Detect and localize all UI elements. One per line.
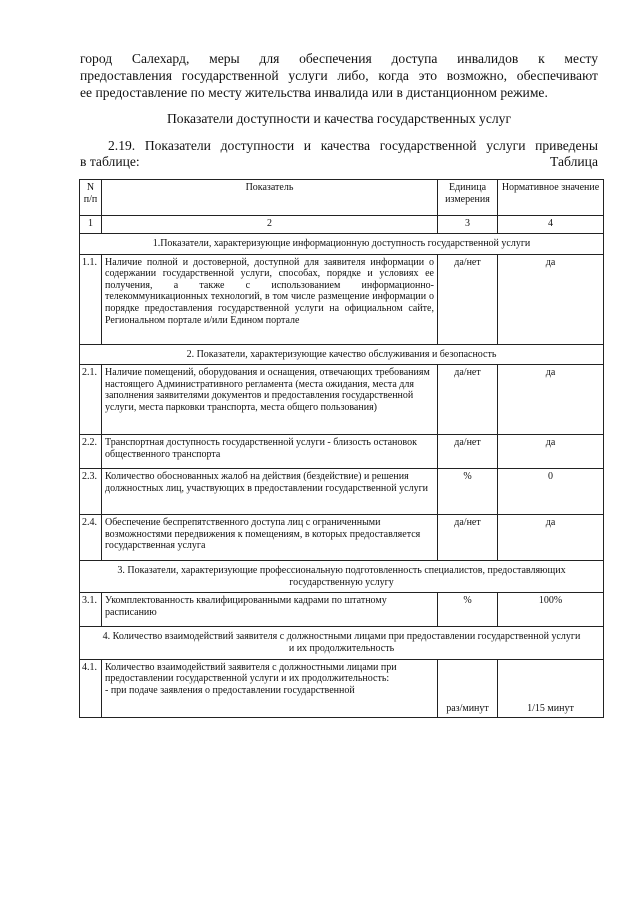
- section-row: [80, 344, 604, 365]
- table-row: [80, 659, 604, 717]
- row-norm: 1/15 минут: [498, 659, 604, 717]
- row-num: 2.3.: [80, 469, 102, 515]
- row-num: 2.4.: [80, 515, 102, 561]
- row-unit: да/нет: [438, 435, 498, 469]
- clause-text: 2.19. Показатели доступности и качества государственной услуги приведены: [108, 138, 598, 153]
- intro-line: предоставления государственной услуги либо, когда это возможно, обеспечивают: [80, 68, 598, 83]
- row-desc: Количество обоснованных жалоб на действия (бездействие) и решения должностных лиц, участвующих в предоставлении государственной услуги: [102, 469, 438, 515]
- row-unit: раз/минут: [438, 659, 498, 717]
- row-num: 1.1.: [80, 254, 102, 344]
- row-unit: да/нет: [438, 254, 498, 344]
- section-title: 3. Показатели, характеризующие профессиональную подготовленность специалистов, предоставляющих государственную услугу: [80, 561, 604, 593]
- row-num: 2.2.: [80, 435, 102, 469]
- column-number: 2: [102, 216, 438, 234]
- section-title: 1.Показатели, характеризующие информационную доступность государственной услуги: [80, 234, 604, 255]
- header-norm: Нормативное значение: [498, 180, 604, 216]
- row-norm: да: [498, 435, 604, 469]
- row-num: 2.1.: [80, 365, 102, 435]
- indicators-table: [79, 179, 604, 718]
- clause-text-continued: в таблице:: [80, 154, 140, 169]
- column-number: 4: [498, 216, 604, 234]
- row-num: 4.1.: [80, 659, 102, 717]
- header-unit: Единица измерения: [438, 180, 498, 216]
- clause-paragraph: [80, 138, 598, 170]
- row-desc: Наличие полной и достоверной, доступной для заявителя информации о содержании государственной услуги, способах, порядке и условиях ее получения, а также с использованием информационно-телекоммуникационных технологий, в том числе размещение информации о порядке предоставления государственной услуги на официальном сайте, Региональном портале и/или Едином портале: [102, 254, 438, 344]
- header-num: N п/п: [80, 180, 102, 216]
- row-unit: да/нет: [438, 365, 498, 435]
- row-desc-sub: - при подаче заявления о предоставлении государственной: [105, 684, 355, 696]
- section-row: [80, 627, 604, 659]
- column-number-row: [80, 216, 604, 234]
- row-desc: Обеспечение беспрепятственного доступа лиц с ограниченными возможностями передвижения к помещениям, в которых предоставляется государственная услуга: [102, 515, 438, 561]
- row-norm: 0: [498, 469, 604, 515]
- row-desc: [102, 659, 438, 717]
- row-desc: Транспортная доступность государственной услуги - близость остановок общественного транспорта: [102, 435, 438, 469]
- section-row: [80, 561, 604, 593]
- row-desc: Наличие помещений, оборудования и оснащения, отвечающих требованиям настоящего Административного регламента (места ожидания, места для заполнения заявителями документов и предоставления государственной услуги, места парковки транспорта, места общего пользования): [102, 365, 438, 435]
- row-norm: 100%: [498, 593, 604, 627]
- row-desc: Укомплектованность квалифицированными кадрами по штатному расписанию: [102, 593, 438, 627]
- table-header-row: [80, 180, 604, 216]
- row-norm: да: [498, 515, 604, 561]
- column-number: 3: [438, 216, 498, 234]
- row-num: 3.1.: [80, 593, 102, 627]
- table-row: [80, 593, 604, 627]
- row-unit: %: [438, 469, 498, 515]
- intro-line: ее предоставление по месту жительства инвалида или в дистанционном режиме.: [80, 85, 548, 100]
- column-number: 1: [80, 216, 102, 234]
- intro-line: город Салехард, меры для обеспечения доступа инвалидов к месту: [80, 51, 598, 66]
- section-title: 4. Количество взаимодействий заявителя с должностными лицами при предоставлении государственной услуги и их продолжительность: [80, 627, 604, 659]
- row-unit: %: [438, 593, 498, 627]
- table-row: [80, 515, 604, 561]
- row-unit: да/нет: [438, 515, 498, 561]
- table-row: [80, 365, 604, 435]
- table-label: Таблица: [550, 154, 598, 169]
- table-row: [80, 254, 604, 344]
- table-row: [80, 435, 604, 469]
- table-row: [80, 469, 604, 515]
- section-row: [80, 234, 604, 255]
- row-desc-main: Количество взаимодействий заявителя с должностными лицами при предоставлении государственной услуги и их продолжительность:: [105, 661, 397, 685]
- row-norm: да: [498, 254, 604, 344]
- row-norm: да: [498, 365, 604, 435]
- header-indicator: Показатель: [102, 180, 438, 216]
- section-title: 2. Показатели, характеризующие качество обслуживания и безопасность: [80, 344, 604, 365]
- intro-paragraph: [80, 50, 598, 101]
- section-heading: Показатели доступности и качества государственных услуг: [166, 111, 512, 126]
